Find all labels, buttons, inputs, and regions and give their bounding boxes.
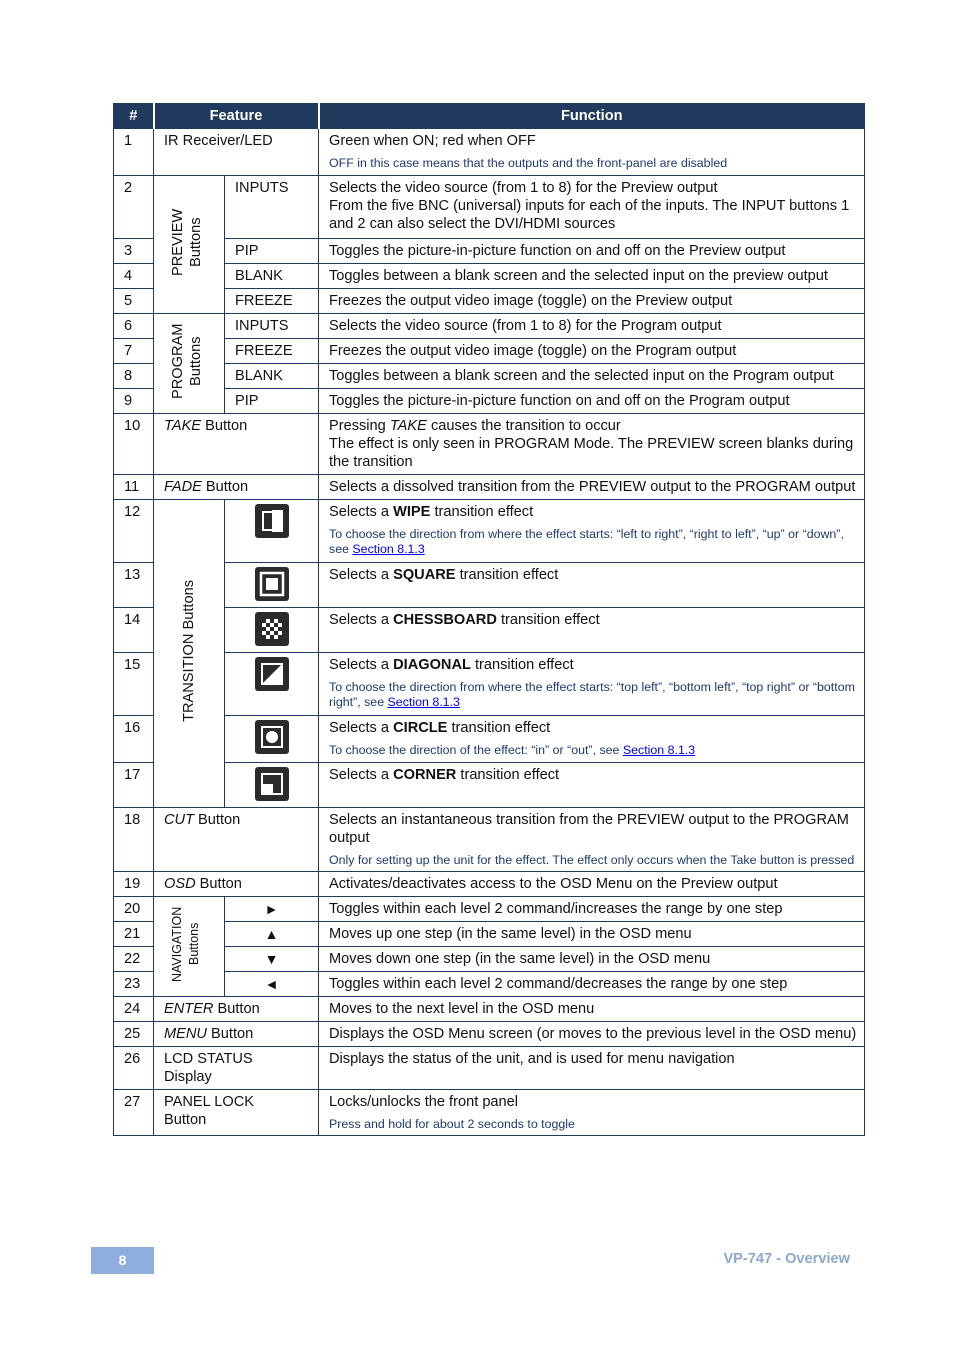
function-cell — [319, 414, 865, 475]
program-group-text: PROGRAM Buttons — [170, 323, 204, 399]
circle-button[interactable] — [225, 716, 319, 763]
right-arrow-button[interactable] — [225, 897, 319, 922]
table-row — [114, 500, 865, 563]
feature-italic: CUT — [164, 812, 194, 828]
feature-label: FREEZE — [225, 339, 319, 364]
function-text: Moves up one step (in the same level) in the OSD menu — [319, 922, 865, 947]
feature-label: FREEZE — [225, 289, 319, 314]
function-text-2: The effect is only seen in PROGRAM Mode. The PREVIEW screen blanks during the transition — [329, 436, 854, 470]
table-row — [114, 289, 865, 314]
note-body: To choose the direction of the effect: “in” or “out”, see — [329, 743, 623, 757]
navigation-group-label — [154, 897, 225, 997]
row-number: 16 — [114, 716, 154, 763]
table-row — [114, 716, 865, 763]
table-row — [114, 972, 865, 997]
note-text — [329, 680, 858, 710]
note-body: To choose the direction from where the effect starts: “left to right”, “right to left”, “up” or “down”, see — [329, 527, 844, 556]
row-number: 4 — [114, 264, 154, 289]
function-italic: TAKE — [389, 418, 427, 434]
feature-label: INPUTS — [225, 314, 319, 339]
row-number: 8 — [114, 364, 154, 389]
preview-group-text: PREVIEW Buttons — [170, 208, 204, 276]
function-cell — [319, 500, 865, 563]
feature-italic: FADE — [164, 479, 202, 495]
feature-label: INPUTS — [225, 176, 319, 239]
function-text-2: From the five BNC (universal) inputs for each of the inputs. The INPUT buttons 1 and 2 can also select the DVI/HDMI sources — [329, 198, 850, 232]
table-row — [114, 608, 865, 653]
table-row — [114, 947, 865, 972]
row-number: 9 — [114, 389, 154, 414]
function-prefix: Selects a — [329, 767, 394, 783]
function-cell — [319, 716, 865, 763]
circle-icon — [255, 720, 289, 754]
row-number: 20 — [114, 897, 154, 922]
function-cell — [319, 563, 865, 608]
function-bold: DIAGONAL — [393, 657, 471, 673]
row-number: 26 — [114, 1047, 154, 1090]
row-number: 17 — [114, 763, 154, 808]
function-cell — [319, 176, 865, 239]
diagonal-button[interactable] — [225, 653, 319, 716]
row-number: 24 — [114, 997, 154, 1022]
chessboard-icon — [255, 612, 289, 646]
section-link[interactable]: Section 8.1.3 — [622, 743, 696, 757]
function-bold: CHESSBOARD — [393, 612, 497, 628]
note-text — [329, 527, 858, 557]
table-row — [114, 808, 865, 872]
table-row — [114, 653, 865, 716]
function-prefix: Selects a — [329, 504, 394, 520]
table-row — [114, 264, 865, 289]
note-text — [329, 743, 858, 758]
function-prefix: Selects a — [329, 657, 394, 673]
feature-suffix: Button — [206, 1026, 254, 1042]
note-text: Press and hold for about 2 seconds to toggle — [329, 1117, 575, 1131]
down-arrow-icon: ▼ — [264, 951, 279, 967]
row-number: 12 — [114, 500, 154, 563]
up-arrow-button[interactable] — [225, 922, 319, 947]
table-row — [114, 364, 865, 389]
feature-italic: TAKE — [164, 418, 202, 434]
row-number: 2 — [114, 176, 154, 239]
left-arrow-icon: ◄ — [264, 976, 279, 992]
function-text: transition effect — [455, 567, 559, 583]
function-text: Selects a dissolved transition from the PREVIEW output to the PROGRAM output — [319, 475, 865, 500]
row-number: 3 — [114, 239, 154, 264]
feature-label: PIP — [225, 239, 319, 264]
feature-suffix: Button — [194, 812, 241, 828]
feature-suffix: Button — [201, 479, 249, 495]
feature-label: PANEL LOCK Button — [154, 1090, 319, 1136]
diagonal-icon — [255, 657, 289, 691]
chessboard-button[interactable] — [225, 608, 319, 653]
feature-label — [154, 872, 319, 897]
header-feature: Feature — [154, 104, 319, 129]
feature-label: BLANK — [225, 264, 319, 289]
feature-label: IR Receiver/LED — [154, 129, 319, 176]
function-cell — [319, 763, 865, 808]
function-cell — [319, 608, 865, 653]
row-number: 6 — [114, 314, 154, 339]
function-text: Toggles within each level 2 command/decreases the range by one step — [319, 972, 865, 997]
row-number: 18 — [114, 808, 154, 872]
function-text: Moves down one step (in the same level) in the OSD menu — [319, 947, 865, 972]
navigation-group-text: NAVIGATION Buttons — [170, 906, 201, 982]
feature-label — [154, 475, 319, 500]
footer-title: VP-747 - Overview — [723, 1251, 850, 1267]
function-text: causes the transition to occur — [426, 418, 621, 434]
function-cell — [319, 1090, 865, 1136]
function-text: Toggles the picture-in-picture function on and off on the Program output — [319, 389, 865, 414]
function-text: transition effect — [470, 657, 574, 673]
function-text: Moves to the next level in the OSD menu — [319, 997, 865, 1022]
function-bold: WIPE — [393, 504, 431, 520]
note-text: OFF in this case means that the outputs and the front-panel are disabled — [329, 156, 728, 170]
table-row — [114, 339, 865, 364]
function-prefix: Selects a — [329, 567, 394, 583]
function-text: Green when ON; red when OFF — [329, 133, 536, 149]
table-header — [114, 104, 865, 129]
table-row — [114, 997, 865, 1022]
table-row — [114, 763, 865, 808]
note-text: Only for setting up the unit for the effect. The effect only occurs when the Take button is pressed — [329, 853, 855, 867]
function-text: Locks/unlocks the front panel — [329, 1094, 519, 1110]
section-link[interactable]: Section 8.1.3 — [352, 542, 425, 556]
table-row — [114, 1047, 865, 1090]
function-text: Freezes the output video image (toggle) on the Program output — [319, 339, 865, 364]
function-text: transition effect — [496, 612, 600, 628]
feature-table — [113, 103, 865, 1136]
square-icon — [255, 567, 289, 601]
table-row — [114, 129, 865, 176]
function-prefix: Pressing — [329, 418, 390, 434]
row-number: 23 — [114, 972, 154, 997]
table-row — [114, 922, 865, 947]
feature-label: LCD STATUS Display — [154, 1047, 319, 1090]
corner-button[interactable] — [225, 763, 319, 808]
feature-label — [154, 1022, 319, 1047]
header-num: # — [114, 104, 154, 129]
feature-suffix: Button — [213, 1001, 260, 1017]
table-row — [114, 314, 865, 339]
transition-group-label — [154, 500, 225, 808]
wipe-icon — [255, 504, 289, 538]
function-text: Selects the video source (from 1 to 8) for the Preview output — [329, 180, 718, 196]
function-bold: CORNER — [393, 767, 457, 783]
function-cell — [319, 653, 865, 716]
row-number: 25 — [114, 1022, 154, 1047]
function-text: Activates/deactivates access to the OSD Menu on the Preview output — [319, 872, 865, 897]
wipe-button[interactable] — [225, 500, 319, 563]
preview-group-label — [154, 176, 225, 314]
function-text: transition effect — [447, 720, 551, 736]
table-row — [114, 563, 865, 608]
table-row — [114, 897, 865, 922]
header-function: Function — [319, 104, 865, 129]
row-number: 7 — [114, 339, 154, 364]
function-cell — [319, 129, 865, 176]
table-row — [114, 389, 865, 414]
function-text: Toggles within each level 2 command/increases the range by one step — [319, 897, 865, 922]
square-button[interactable] — [225, 563, 319, 608]
feature-suffix: Button — [195, 876, 242, 892]
function-text: transition effect — [456, 767, 560, 783]
table-row — [114, 239, 865, 264]
feature-label: PIP — [225, 389, 319, 414]
row-number: 1 — [114, 129, 154, 176]
function-text: Toggles between a blank screen and the selected input on the preview output — [319, 264, 865, 289]
up-arrow-icon: ▲ — [264, 926, 279, 942]
function-prefix: Selects a — [329, 720, 394, 736]
feature-label — [154, 997, 319, 1022]
feature-italic: MENU — [164, 1026, 207, 1042]
function-bold: CIRCLE — [393, 720, 448, 736]
function-text: Displays the OSD Menu screen (or moves to the previous level in the OSD menu) — [319, 1022, 865, 1047]
row-number: 15 — [114, 653, 154, 716]
page-number: 8 — [91, 1247, 154, 1274]
function-text: transition effect — [430, 504, 534, 520]
row-number: 14 — [114, 608, 154, 653]
row-number: 10 — [114, 414, 154, 475]
transition-group-text: TRANSITION Buttons — [181, 580, 197, 722]
section-link[interactable]: Section 8.1.3 — [387, 695, 460, 709]
table-row — [114, 1022, 865, 1047]
program-group-label — [154, 314, 225, 414]
left-arrow-button[interactable] — [225, 972, 319, 997]
feature-suffix: Button — [201, 418, 248, 434]
feature-label — [154, 414, 319, 475]
feature-label: BLANK — [225, 364, 319, 389]
function-text: Toggles between a blank screen and the selected input on the Program output — [319, 364, 865, 389]
row-number: 13 — [114, 563, 154, 608]
corner-icon — [255, 767, 289, 801]
function-bold: SQUARE — [393, 567, 456, 583]
row-number: 19 — [114, 872, 154, 897]
function-text: Selects an instantaneous transition from the PREVIEW output to the PROGRAM output — [329, 812, 849, 846]
right-arrow-icon: ► — [264, 901, 279, 917]
table-row — [114, 414, 865, 475]
note-body: To choose the direction from where the effect starts: “top left”, “bottom left”, “top right” or “bottom right”, see — [329, 680, 855, 709]
table-row — [114, 1090, 865, 1136]
row-number: 11 — [114, 475, 154, 500]
function-text: Freezes the output video image (toggle) on the Preview output — [319, 289, 865, 314]
feature-italic: OSD — [164, 876, 196, 892]
table-row — [114, 176, 865, 239]
function-text: Displays the status of the unit, and is used for menu navigation — [319, 1047, 865, 1090]
row-number: 5 — [114, 289, 154, 314]
table-row — [114, 872, 865, 897]
feature-label — [154, 808, 319, 872]
row-number: 22 — [114, 947, 154, 972]
row-number: 21 — [114, 922, 154, 947]
table-row — [114, 475, 865, 500]
function-text: Toggles the picture-in-picture function on and off on the Preview output — [319, 239, 865, 264]
feature-italic: ENTER — [164, 1001, 214, 1017]
function-text: Selects the video source (from 1 to 8) for the Program output — [319, 314, 865, 339]
row-number: 27 — [114, 1090, 154, 1136]
function-cell — [319, 808, 865, 872]
function-prefix: Selects a — [329, 612, 394, 628]
down-arrow-button[interactable] — [225, 947, 319, 972]
